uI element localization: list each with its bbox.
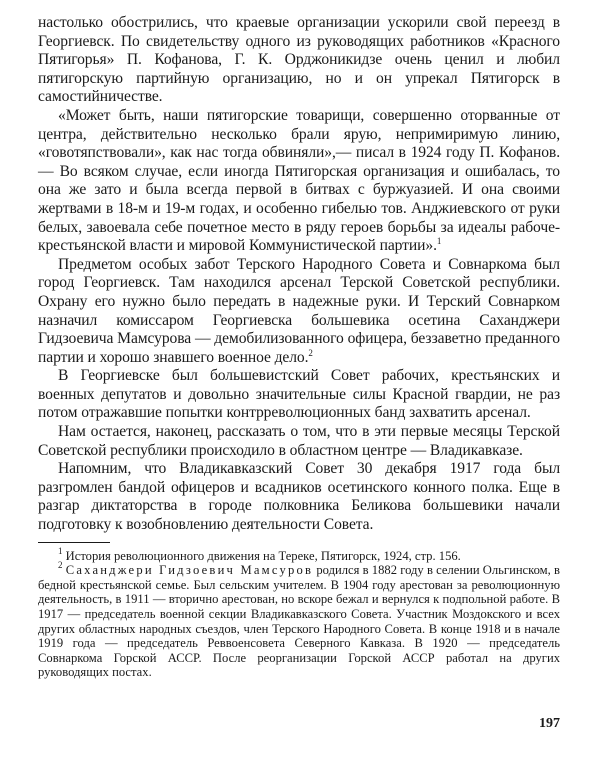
page-number: 197 <box>539 716 560 731</box>
footnote-ref[interactable]: 2 <box>308 347 313 358</box>
book-page <box>38 14 560 680</box>
body-text <box>38 14 560 535</box>
footnote-text: родился в 1882 году в селении Ольгинском, в бедной крестьянской семье. Был сельским учителем. В 1904 году арестован за революционную деятельность, в 1911 — вторично арестован, но вскоре бежал и вернулся к подпольной работе. В 1917 — председатель военной секции Владикавказского Совета. Участник Моздокского и всех других областных народных съездов, член Терского Народного Совета. В конце 1918 и в начале 1919 года — председатель Реввоенсовета Северного Кавказа. В 1920 — председатель Совнаркома Горской АССР. После реорганизации Горской АССР работал на других руководящих постах. <box>38 563 560 680</box>
paragraph-text: Нам остается, наконец, рассказать о том, что в эти первые месяцы Терской Советской республики происходило в областном центре — Владикавказе. <box>38 423 560 459</box>
paragraph-text: настолько обострились, что краевые организации ускорили свой переезд в Георгиевск. По свидетельству одного из руководящих работников «Красного Пятигорья» П. Кофанова, Г. К. Орджоникидзе очень ценил и любил пятигорскую партийную организацию, но и он упрекал Пятигорск в самостийничестве. <box>38 14 560 106</box>
paragraph <box>38 367 560 423</box>
paragraph-text: В Георгиевске был большевистский Совет рабочих, крестьянских и военных депутатов и довольно значительные силы Красной гвардии, не раз потом отражавшие попытки контрреволюционных банд захватить арсенал. <box>38 367 560 422</box>
footnote <box>38 545 560 564</box>
footnotes <box>38 545 560 680</box>
paragraph <box>38 423 560 460</box>
footnote <box>38 560 560 680</box>
paragraph <box>38 256 560 368</box>
footnote-person-name: Саханджери Гидзоевич Мамсуров <box>65 563 314 578</box>
paragraph <box>38 107 560 256</box>
paragraph-text: «Может быть, наши пятигорские товарищи, совершенно оторванные от центра, действительно несколько брали ярую, непримиримую линию, «говотяпствовали», как нас тогда обвиняли»,— писал в 1924 году П. Кофанов.— Во всяком случае, если иногда Пятигорская организация и ошибалась, то она же зато и была всегда первой в битвах с буржуазией. И она своими жертвами в 18-м и 19-м годах, и особенно гибелью тов. Анджиевского от руки белых, завоевала себе почетное место в ряду героев борьбы за идеалы рабоче-крестьянской власти и мировой Коммунистической партии». <box>38 106 560 255</box>
paragraph-text: Предметом особых забот Терского Народного Совета и Совнаркома был город Георгиевск. Там находился арсенал Терской Советской республики. Охрану его нужно было передать в надежные руки. И Терский Совнарком назначил комиссаром Георгиевска большевика осетина Саханджери Гидзоевича Мамсурова — демобилизованного офицера, беззаветно преданного партии и хорошо знавшего военное дело. <box>38 255 560 366</box>
paragraph <box>38 14 560 107</box>
footnote-mark: 1 <box>58 545 63 556</box>
footnote-divider <box>38 542 110 543</box>
footnote-mark: 2 <box>58 560 63 571</box>
footnote-ref[interactable]: 1 <box>436 236 442 247</box>
footnote-text: История революционного движения на Тереке, Пятигорск, 1924, стр. 156. <box>65 548 461 563</box>
paragraph-text: Напомним, что Владикавказский Совет 30 декабря 1917 года был разгромлен бандой офицеров и всадников осетинского конного полка. Еще в разгар диктаторства в городе полковника Беликова большевики начали подготовку к возобновлению деятельности Совета. <box>38 460 560 534</box>
paragraph <box>38 460 560 534</box>
